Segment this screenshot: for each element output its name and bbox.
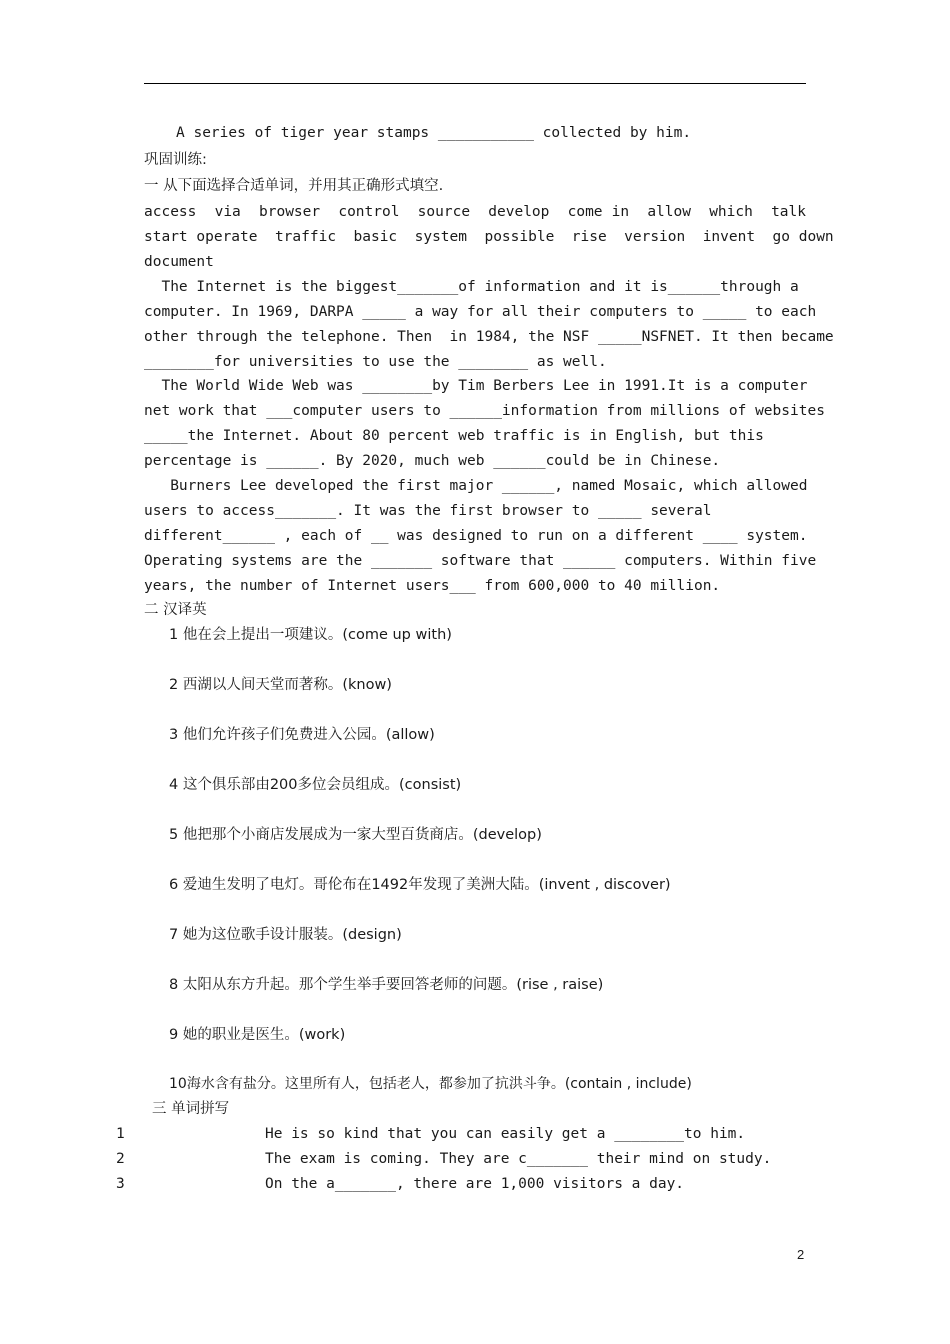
spelling-number: 3 bbox=[116, 1176, 125, 1192]
translation-item: 3 他们允许孩子们免费进入公园。(allow) bbox=[169, 727, 435, 743]
passage-line: _____the Internet. About 80 percent web traffic is in English, but this bbox=[144, 428, 764, 444]
page-number: 2 bbox=[797, 1247, 805, 1262]
passage-line: Operating systems are the _______ software that ______ computers. Within five bbox=[144, 553, 817, 569]
part1-heading: 一 从下面选择合适单词，并用其正确形式填空. bbox=[144, 178, 444, 194]
translation-item: 4 这个俱乐部由200多位会员组成。(consist) bbox=[169, 777, 462, 793]
part3-heading: 三 单词拼写 bbox=[152, 1101, 230, 1117]
passage-line: Burners Lee developed the first major ______, named Mosaic, which allowed bbox=[144, 478, 808, 494]
passage-line: different______ , each of __ was designed to run on a different ____ system. bbox=[144, 528, 808, 544]
translation-item: 1 他在会上提出一项建议。(come up with) bbox=[169, 627, 452, 643]
spelling-item: The exam is coming. They are c_______ their mind on study. bbox=[265, 1151, 772, 1167]
header-rule bbox=[144, 83, 806, 84]
translation-item: 8 太阳从东方升起。那个学生举手要回答老师的问题。(rise , raise) bbox=[169, 977, 604, 993]
translation-item: 2 西湖以人间天堂而著称。(know) bbox=[169, 677, 392, 693]
word-bank-line: start operate traffic basic system possible rise version invent go down bbox=[144, 229, 834, 245]
translation-item: 7 她为这位歌手设计服装。(design) bbox=[169, 927, 402, 943]
passage-line: ________for universities to use the ________ as well. bbox=[144, 354, 607, 370]
passage-line: other through the telephone. Then in 1984, the NSF _____NSFNET. It then became bbox=[144, 329, 834, 345]
word-bank-line: access via browser control source develop come in allow which talk bbox=[144, 204, 806, 220]
passage-line: computer. In 1969, DARPA _____ a way for all their computers to _____ to each bbox=[144, 304, 817, 320]
section-title: 巩固训练: bbox=[144, 152, 207, 168]
passage-line: net work that ___computer users to ______information from millions of websites bbox=[144, 403, 825, 419]
passage-line: years, the number of Internet users___ from 600,000 to 40 million. bbox=[144, 578, 721, 594]
passage-line: The World Wide Web was ________by Tim Berbers Lee in 1991.It is a computer bbox=[144, 378, 808, 394]
translation-item: 10海水含有盐分。这里所有人，包括老人，都参加了抗洪斗争。(contain , include) bbox=[169, 1076, 692, 1092]
word-bank-line: document bbox=[144, 254, 214, 270]
passage-line: percentage is ______. By 2020, much web ______could be in Chinese. bbox=[144, 453, 721, 469]
translation-item: 6 爱迪生发明了电灯。哥伦布在1492年发现了美洲大陆。(invent , discover) bbox=[169, 877, 671, 893]
passage-line: users to access_______. It was the first browser to _____ several bbox=[144, 503, 712, 519]
passage-line: The Internet is the biggest_______of information and it is______through a bbox=[144, 279, 799, 295]
translation-item: 9 她的职业是医生。(work) bbox=[169, 1027, 346, 1043]
spelling-number: 2 bbox=[116, 1151, 125, 1167]
part2-heading: 二 汉译英 bbox=[144, 602, 207, 618]
spelling-item: He is so kind that you can easily get a ________to him. bbox=[265, 1126, 746, 1142]
spelling-item: On the a_______, there are 1,000 visitors a day. bbox=[265, 1176, 685, 1192]
spelling-number: 1 bbox=[116, 1126, 125, 1142]
intro-sentence: A series of tiger year stamps ___________ collected by him. bbox=[176, 125, 692, 141]
translation-item: 5 他把那个小商店发展成为一家大型百货商店。(develop) bbox=[169, 827, 542, 843]
